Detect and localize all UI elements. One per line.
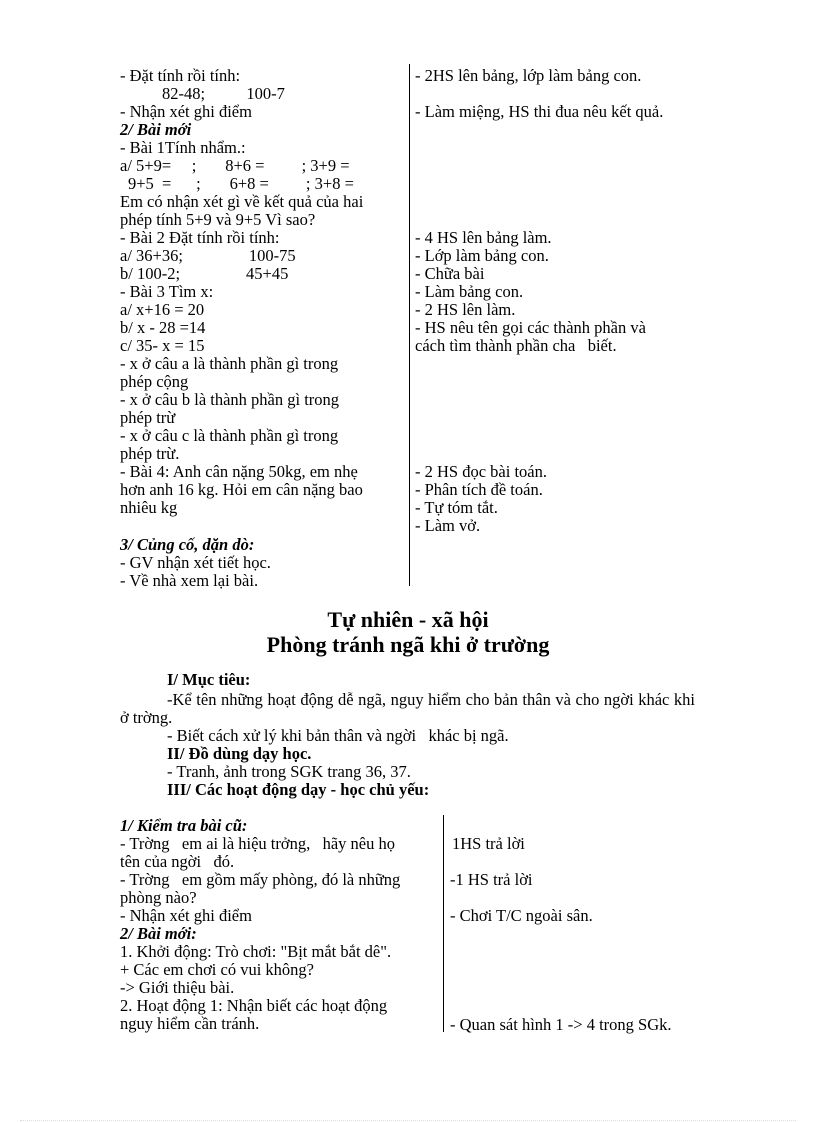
t1-left-line: phép trừ — [120, 408, 176, 427]
t1-right-line: - 2 HS đọc bài toán. — [415, 462, 547, 481]
t1-left-line: phép trừ. — [120, 444, 180, 463]
t1-right-line: - 2HS lên bảng, lớp làm bảng con. — [415, 66, 642, 85]
t1-right-line: - Chữa bài — [415, 264, 485, 283]
materials-text: - Tranh, ảnh trong SGK trang 36, 37. — [167, 762, 411, 781]
t1-left-line: a/ 36+36; 100-75 — [120, 246, 296, 265]
t2-left-line: - Trờng em ai là hiệu trởng, hãy nêu họ — [120, 834, 395, 853]
t1-right-line: - Làm vở. — [415, 516, 481, 535]
t2-left-line: + Các em chơi có vui không? — [120, 960, 314, 979]
t2-right-line: -1 HS trả lời — [450, 870, 533, 889]
t2-left-line: 1. Khởi động: Trò chơi: "Bịt mắt bắt dê". — [120, 942, 392, 961]
t2-left-line: nguy hiểm cần tránh. — [120, 1014, 260, 1033]
t2-left-line: phòng nào? — [120, 888, 197, 907]
t1-left-line: - x ở câu a là thành phần gì trong — [120, 354, 339, 373]
t1-left-line: 9+5 = ; 6+8 = ; 3+8 = — [128, 174, 354, 193]
t1-right-line: - Lớp làm bảng con. — [415, 246, 549, 265]
t1-left-line: b/ 100-2; 45+45 — [120, 264, 289, 283]
t1-left-line: - Bài 4: Anh cân nặng 50kg, em nhẹ — [120, 462, 358, 481]
t1-right-line: - HS nêu tên gọi các thành phần và — [415, 318, 646, 337]
t1-left-line: c/ 35- x = 15 — [120, 336, 205, 355]
t1-right-line: - Phân tích đề toán. — [415, 480, 543, 499]
t1-left-line: - Về nhà xem lại bài. — [120, 571, 259, 590]
t1-right-line: - 4 HS lên bảng làm. — [415, 228, 552, 247]
lesson-title: Phòng tránh ngã khi ở trường — [266, 632, 550, 657]
t1-right-line: cách tìm thành phần cha biết. — [415, 336, 617, 355]
page-bottom-border — [20, 1120, 796, 1121]
t1-heading-consolidation: 3/ Củng cố, dặn dò: — [120, 535, 255, 554]
t1-left-line: a/ 5+9= ; 8+6 = ; 3+9 = — [120, 156, 350, 175]
objectives-heading: I/ Mục tiêu: — [167, 670, 251, 689]
t1-right-line: - Tự tóm tắt. — [415, 498, 498, 517]
t1-left-line: b/ x - 28 =14 — [120, 318, 206, 337]
t1-left-line: Em có nhận xét gì về kết quả của hai — [120, 192, 364, 211]
subject-title: Tự nhiên - xã hội — [327, 607, 489, 632]
t2-heading-review: 1/ Kiểm tra bài cũ: — [120, 816, 248, 835]
t1-right-line: - 2 HS lên làm. — [415, 300, 516, 319]
materials-heading: II/ Đồ dùng dạy học. — [167, 744, 312, 763]
t1-left-line: - Nhận xét ghi điểm — [120, 102, 252, 121]
t1-left-line: - x ở câu b là thành phần gì trong — [120, 390, 340, 409]
t1-left-line: - Bài 3 Tìm x: — [120, 282, 214, 301]
t2-left-line: - Nhận xét ghi điểm — [120, 906, 252, 925]
t2-left-line: -> Giới thiệu bài. — [120, 978, 235, 997]
t1-left-line: - Bài 1Tính nhẩm.: — [120, 138, 246, 157]
t2-left-line: tên của ngời đó. — [120, 852, 235, 871]
t2-left-line: 2. Hoạt động 1: Nhận biết các hoạt động — [120, 996, 388, 1015]
t2-heading-new-lesson: 2/ Bài mới: — [120, 924, 197, 943]
t1-left-line: - GV nhận xét tiết học. — [120, 553, 271, 572]
t2-right-line: 1HS trả lời — [452, 834, 525, 853]
t1-left-line: - Đặt tính rồi tính: — [120, 66, 241, 85]
objective-1: -Kể tên những hoạt động dễ ngã, nguy hiểm cho bản thân và cho ngời khác khi ở trờng. — [120, 690, 695, 727]
t1-left-line: - Bài 2 Đặt tính rồi tính: — [120, 228, 280, 247]
t1-column-divider — [409, 64, 410, 586]
t1-left-line: 82-48; 100-7 — [162, 84, 285, 103]
t2-right-line: - Chơi T/C ngoài sân. — [450, 906, 593, 925]
t1-left-line: - x ở câu c là thành phần gì trong — [120, 426, 339, 445]
t1-left-line: nhiêu kg — [120, 498, 178, 517]
t1-right-line: - Làm bảng con. — [415, 282, 524, 301]
t1-heading-new-lesson: 2/ Bài mới — [120, 120, 192, 139]
t1-left-line: a/ x+16 = 20 — [120, 300, 205, 319]
activities-heading: III/ Các hoạt động dạy - học chủ yếu: — [167, 780, 430, 799]
t1-left-line: hơn anh 16 kg. Hỏi em cân nặng bao — [120, 480, 363, 499]
objective-2: - Biết cách xử lý khi bản thân và ngời khác bị ngã. — [167, 726, 509, 745]
t1-left-line: phép cộng — [120, 372, 189, 391]
t2-left-line: - Trờng em gồm mấy phòng, đó là những — [120, 870, 401, 889]
t2-column-divider — [443, 815, 444, 1032]
t1-right-line: - Làm miệng, HS thi đua nêu kết quả. — [415, 102, 664, 121]
t1-left-line: phép tính 5+9 và 9+5 Vì sao? — [120, 210, 316, 229]
t2-right-line: - Quan sát hình 1 -> 4 trong SGk. — [450, 1015, 672, 1034]
